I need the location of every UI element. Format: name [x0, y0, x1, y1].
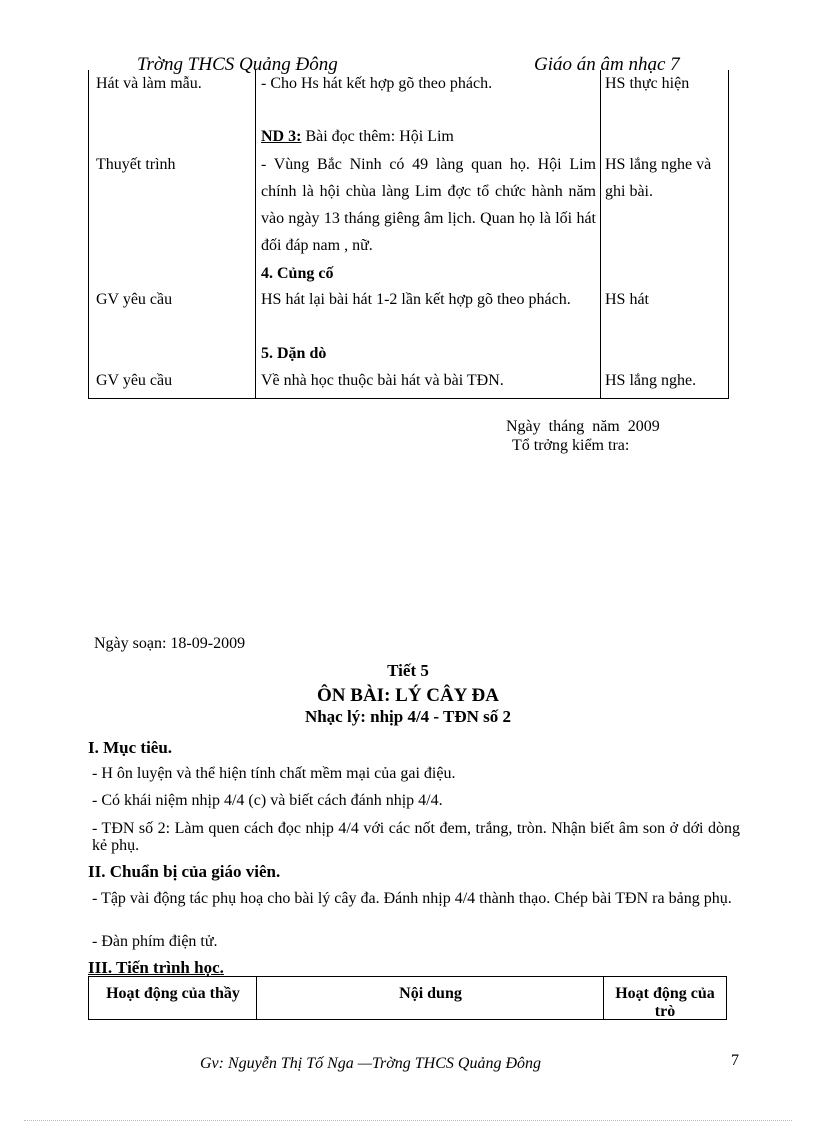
teacher-activity: Thuyết trình [96, 156, 176, 173]
header-content: Nội dung [399, 985, 462, 1002]
page-bottom-divider [24, 1120, 792, 1121]
content-heading-consolidation: 4. Củng cố [261, 265, 334, 282]
lesson-subtitle: Nhạc lý: nhịp 4/4 - TĐN số 2 [304, 707, 512, 726]
activity-table-continued [88, 70, 729, 399]
page-number: 7 [731, 1052, 739, 1069]
teacher-activity: GV yêu cầu [96, 291, 173, 308]
student-activity: HS hát [605, 291, 649, 308]
content-cell: - Vùng Bắc Ninh có 49 làng quan họ. Hội Lim chính là hội chùa làng Lim đợc tổ chức hành năm vào ngày 13 tháng giêng âm lịch. Quan họ là lối hát đối đáp nam , nữ. [261, 156, 596, 254]
content-cell: Về nhà học thuộc bài hát và bài TĐN. [261, 372, 504, 389]
content-cell: HS hát lại bài hát 1-2 lần kết hợp gõ theo phách. [261, 291, 571, 308]
footer-author: Gv: Nguyễn Thị Tố Nga —Trờng THCS Quảng Đông [200, 1055, 542, 1072]
signature-date: Ngày tháng năm 2009 [506, 418, 660, 435]
content-heading-nd3 [261, 123, 596, 150]
activity-table-header [88, 976, 727, 1020]
content-heading-homework: 5. Dặn dò [261, 345, 327, 362]
teacher-activity: GV yêu cầu [96, 372, 173, 389]
column-divider [600, 70, 601, 398]
process-title-text: III. Tiến trình học. [88, 958, 224, 977]
header-student-activity: Hoạt động của trò [615, 985, 715, 1020]
section-process-title [88, 958, 224, 978]
lesson-number: Tiết 5 [387, 661, 429, 680]
header-subject: Giáo án âm nhạc 7 [534, 54, 680, 75]
preparation-item: - Tập vài động tác phụ hoạ cho bài lý cây đa. Đánh nhịp 4/4 thành thạo. Chép bài TĐN ra bảng phụ. [92, 890, 732, 907]
signature-check: Tổ trởng kiểm tra: [512, 437, 630, 454]
content-cell: - Cho Hs hát kết hợp gõ theo phách. [261, 75, 493, 92]
student-activity: HS lắng nghe và ghi bài. [605, 156, 712, 200]
nd-label: ND 3: [261, 128, 302, 145]
lesson-title: ÔN BÀI: LÝ CÂY ĐA [317, 685, 499, 706]
student-activity: HS lắng nghe. [605, 372, 697, 389]
preparation-item: - Đàn phím điện tử. [92, 933, 218, 950]
teacher-activity: Hát và làm mẫu. [96, 75, 202, 92]
header-teacher-activity: Hoạt động của thầy [106, 985, 240, 1002]
objective-item: - Có khái niệm nhịp 4/4 (c) và biết cách đánh nhịp 4/4. [92, 792, 443, 809]
objective-item: - H ôn luyện và thể hiện tính chất mềm mại của gai điệu. [92, 765, 456, 782]
column-divider [255, 70, 256, 398]
student-activity: HS thực hiện [605, 75, 690, 92]
lesson-prepared-date: Ngày soạn: 18-09-2009 [94, 635, 246, 652]
header-school: Trờng THCS Quảng Đông [137, 54, 338, 75]
section-preparation-title: II. Chuẩn bị của giáo viên. [88, 862, 281, 881]
section-objectives-title: I. Mục tiêu. [88, 738, 173, 757]
objective-item: - TĐN số 2: Làm quen cách đọc nhịp 4/4 với các nốt đem, trắng, tròn. Nhận biết âm son ở dới dòng kẻ phụ. [92, 820, 740, 854]
nd-text: Bài đọc thêm: Hội Lim [301, 128, 454, 145]
